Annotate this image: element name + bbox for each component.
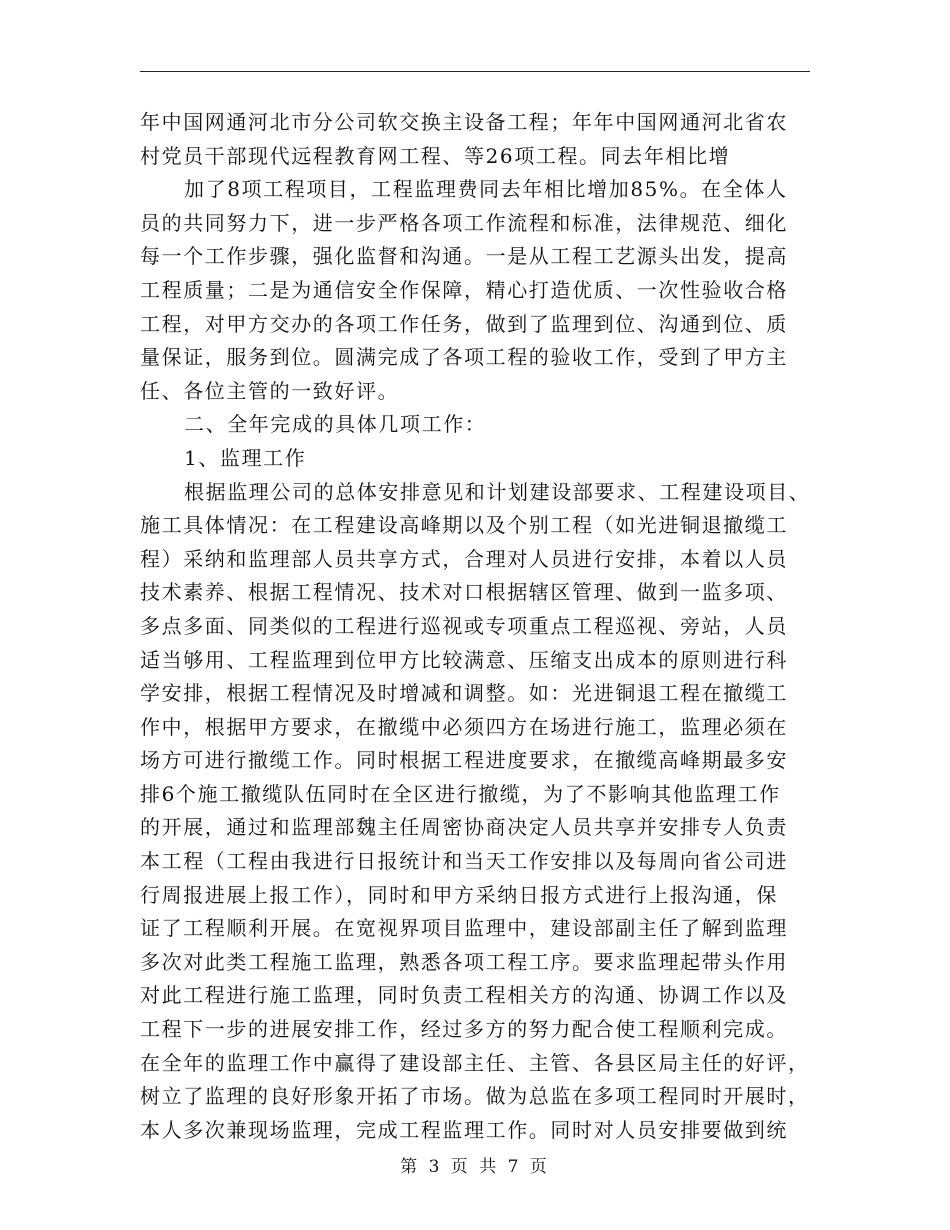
text-line: 学安排，根据工程情况及时增减和调整。如：光进铜退工程在撤缆工	[140, 681, 788, 706]
text-line: 作中，根据甲方要求，在撤缆中必须四方在场进行施工，监理必须在	[140, 714, 788, 739]
text-line: 量保证，服务到位。圆满完成了各项工程的验收工作，受到了甲方主	[140, 345, 788, 370]
text-line: 本工程（工程由我进行日报统计和当天工作安排以及每周向省公司进	[140, 849, 788, 874]
document-body	[140, 106, 810, 1147]
text-line: 在全年的监理工作中赢得了建设部主任、主管、各县区局主任的好评，	[140, 1050, 810, 1075]
text-line: 行周报进展上报工作），同时和甲方采纳日报方式进行上报沟通，保	[140, 882, 778, 907]
text-line: 对此工程进行施工监理，同时负责工程相关方的沟通、协调工作以及	[140, 983, 788, 1008]
header-rule	[140, 71, 810, 72]
text-line: 二、全年完成的具体几项工作：	[184, 412, 487, 437]
text-line: 多点多面、同类似的工程进行巡视或专项重点工程巡视、旁站，人员	[140, 613, 788, 638]
text-line: 加了8项工程项目，工程监理费同去年相比增加85%。在全体人	[184, 177, 788, 202]
text-line: 程）采纳和监理部人员共享方式，合理对人员进行安排，本着以人员	[140, 546, 788, 571]
text-line: 根据监理公司的总体安排意见和计划建设部要求、工程建设项目、	[184, 479, 811, 504]
text-line: 员的共同努力下，进一步严格各项工作流程和标准，法律规范、细化	[140, 210, 788, 235]
text-line: 场方可进行撤缆工作。同时根据工程进度要求，在撤缆高峰期最多安	[140, 748, 788, 773]
text-line: 证了工程顺利开展。在宽视界项目监理中，建设部副主任了解到监理	[140, 916, 788, 941]
text-line: 工程，对甲方交办的各项工作任务，做到了监理到位、沟通到位、质	[140, 311, 788, 336]
text-line: 技术素养、根据工程情况、技术对口根据辖区管理、做到一监多项、	[140, 580, 788, 605]
text-line: 施工具体情况：在工程建设高峰期以及个别工程（如光进铜退撤缆工	[140, 513, 788, 538]
text-line: 村党员干部现代远程教育网工程、等26项工程。同去年相比增	[140, 143, 731, 168]
text-line: 树立了监理的良好形象开拓了市场。做为总监在多项工程同时开展时，	[140, 1084, 810, 1109]
text-line: 1、监理工作	[184, 445, 307, 470]
text-line: 适当够用、工程监理到位甲方比较满意、压缩支出成本的原则进行科	[140, 647, 788, 672]
text-line: 多次对此类工程施工监理，熟悉各项工程工序。要求监理起带头作用	[140, 949, 788, 974]
text-line: 工程下一步的进展安排工作，经过多方的努力配合使工程顺利完成。	[140, 1017, 788, 1042]
page-number-footer: 第 3 页 共 7 页	[400, 1157, 550, 1177]
text-line: 年中国网通河北市分公司软交换主设备工程；年年中国网通河北省农	[140, 110, 788, 134]
text-line: 任、各位主管的一致好评。	[140, 378, 400, 403]
text-line: 排6个施工撤缆队伍同时在全区进行撤缆，为了不影响其他监理工作	[140, 781, 781, 806]
text-line: 的开展，通过和监理部魏主任周密协商决定人员共享并安排专人负责	[140, 815, 788, 840]
text-line: 本人多次兼现场监理，完成工程监理工作。同时对人员安排要做到统	[140, 1117, 788, 1142]
text-line: 每一个工作步骤，强化监督和沟通。一是从工程工艺源头出发，提高	[140, 244, 788, 269]
text-line: 工程质量；二是为通信安全作保障，精心打造优质、一次性验收合格	[140, 277, 788, 302]
